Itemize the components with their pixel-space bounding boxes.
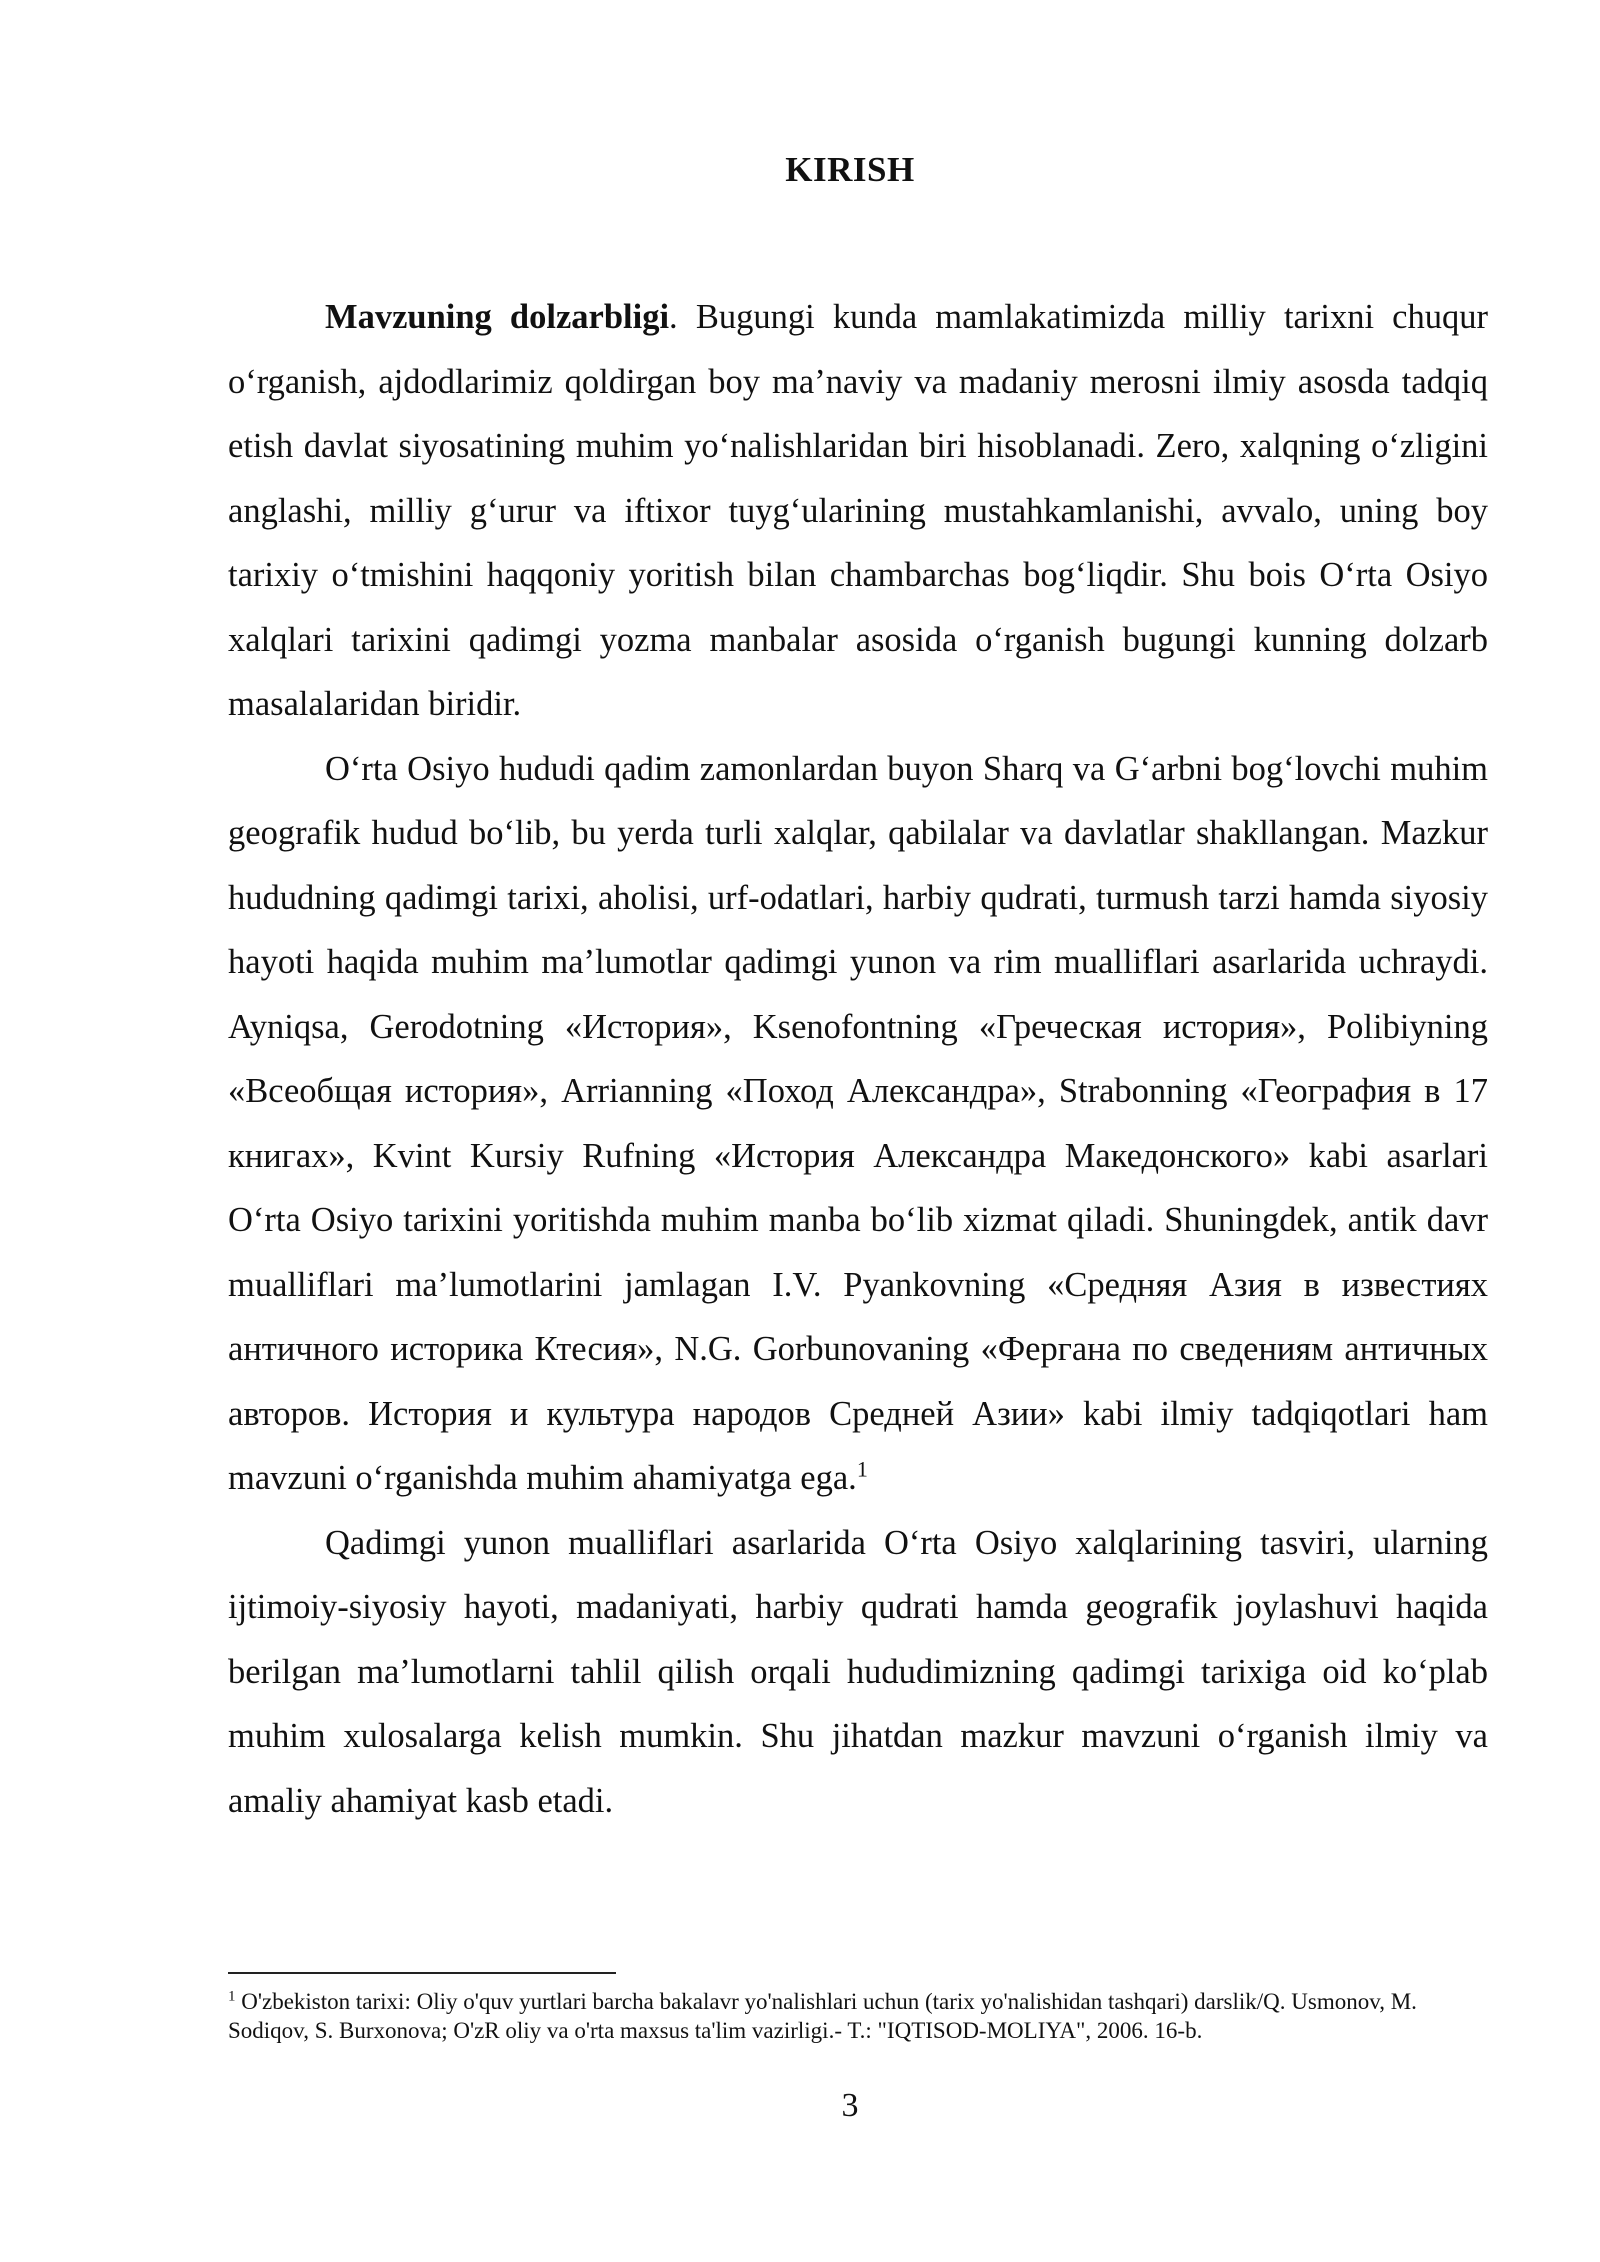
paragraph-lead-punct: . bbox=[669, 298, 678, 336]
paragraph-text: O‘rta Osiyo hududi qadim zamonlardan buyon Sharq va G‘arbni bog‘lovchi muhim geografik hudud bo‘lib, bu yerda turli xalqlar, qabilalar va davlatlar shakllangan. Mazkur hududning qadimgi tarixi, aholisi, urf-odatlari, harbiy qudrati, turmush tarzi hamda siyosiy hayoti haqida muhim ma’lumotlar qadimgi yunon va rim mualliflari asarlarida uchraydi. Ayniqsa, Gerodotning «История», Ksenofontning «Греческая история», Polibiyning «Всеобщая история», Arrianning «Поход Александра», Strabonning «География в 17 книгах», Kvint Kursiy Rufning «История Александра Македонского» kabi asarlari O‘rta Osiyo tarixini yoritishda muhim manba bo‘lib xizmat qiladi. Shuningdek, antik davr mualliflari ma’lumotlarini jamlagan I.V. Pyankovning «Средняя Азия в известиях античного историка Ктесия», N.G. Gorbunovaning «Фергана по сведениям античных авторов. История и культура народов Средней Азии» kabi ilmiy tadqiqotlari ham mavzuni o‘rganishda muhim ahamiyatga ega. bbox=[228, 749, 1488, 1497]
paragraph-conclusion bbox=[228, 1511, 1488, 1834]
footnote-reference[interactable]: 1 bbox=[856, 1456, 868, 1482]
footnote bbox=[228, 1987, 1488, 2045]
paragraph-text: Qadimgi yunon mualliflari asarlarida O‘rta Osiyo xalqlarining tasviri, ularning ijtimoiy-siyosiy hayoti, madaniyati, harbiy qudrati hamda geografik joylashuvi haqida berilgan ma’lumotlarni tahlil qilish orqali hududimizning qadimgi tarixiga oid ko‘plab muhim xulosalarga kelish mumkin. Shu jihatdan mazkur mavzuni o‘rganish ilmiy va amaliy ahamiyat kasb etadi. bbox=[228, 1523, 1488, 1820]
paragraph-lead: Mavzuning dolzarbligi bbox=[325, 298, 670, 336]
page-heading: KIRISH bbox=[785, 150, 915, 189]
paragraph-text: Bugungi kunda mamlakatimizda milliy tarixni chuqur o‘rganish, ajdodlarimiz qoldirgan boy ma’naviy va madaniy merosni ilmiy asosda tadqiq etish davlat siyosatining muhim yo‘nalishlaridan biri hisoblanadi. Zero, xalqning o‘zligini anglashi, milliy g‘urur va iftixor tuyg‘ularining mustahkamlanishi, avvalo, uning boy tarixiy o‘tmishini haqqoniy yoritish bilan chambarchas bog‘liqdir. Shu bois O‘rta Osiyo xalqlari tarixini qadimgi yozma manbalar asosida o‘rganish bugungi kunning dolzarb masalalaridan biridir. bbox=[228, 298, 1488, 723]
body-text bbox=[228, 285, 1488, 1833]
paragraph-sources bbox=[228, 737, 1488, 1511]
footnote-separator bbox=[228, 1972, 616, 1974]
footnote-marker: 1 bbox=[228, 1988, 236, 2005]
footnote-text: O'zbekiston tarixi: Oliy o'quv yurtlari barcha bakalavr yo'nalishlari uchun (tarix yo'nalishidan tashqari) darslik/Q. Usmonov, M. Sodiqov, S. Burxonova; O'zR oliy va o'rta maxsus ta'lim vazirligi.- T.: "IQTISOD-MOLIYA", 2006. 16-b. bbox=[228, 1989, 1417, 2043]
paragraph-relevance bbox=[228, 285, 1488, 737]
page-number: 3 bbox=[841, 2087, 859, 2124]
